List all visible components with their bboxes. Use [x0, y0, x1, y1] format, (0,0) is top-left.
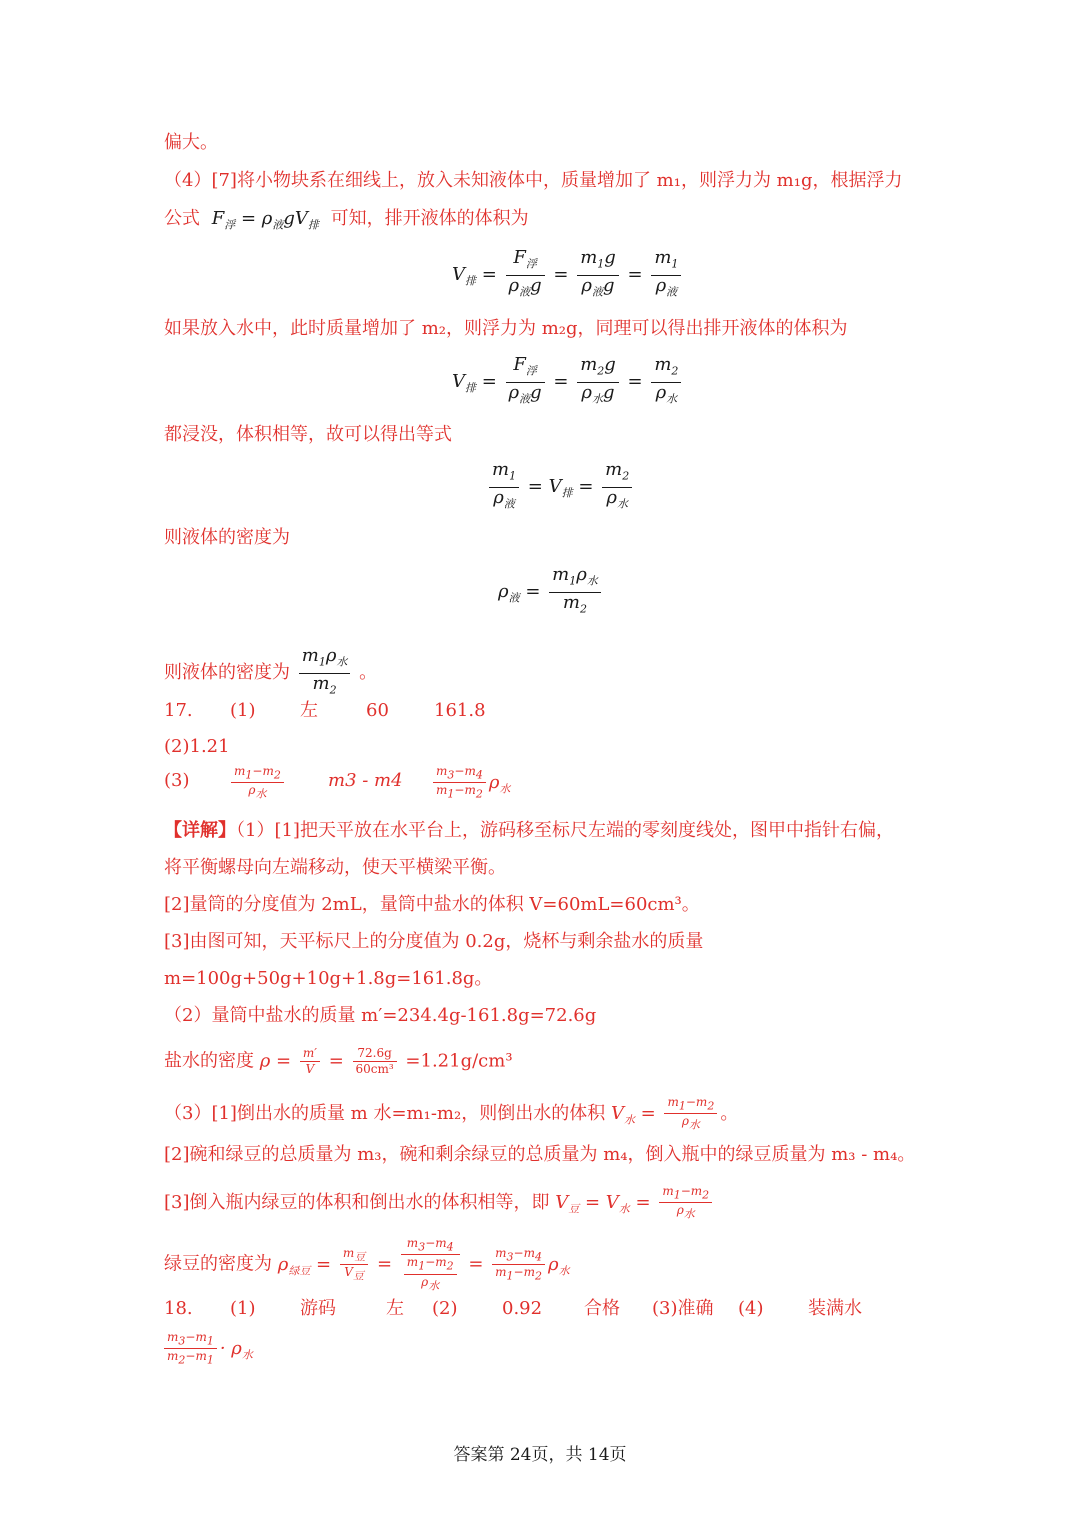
equation-3: $\frac{m_1}{\rho_液}$ = $V_排$ = $\frac{m_2}{\rho_水}$	[486, 460, 635, 514]
text-line: 都浸没，体积相等，故可以得出等式	[164, 424, 452, 445]
detail-line: （2）量筒中盐水的质量 m′=234.4g-161.8g=72.6g	[164, 1005, 597, 1026]
answer: 0.92	[502, 1298, 543, 1319]
answer: 游码	[300, 1298, 336, 1319]
text-line: （4）[7]将小物块系在细线上，放入未知液体中，质量增加了 m₁，则浮力为 m₁g，根据浮力	[164, 170, 903, 191]
detail-line: 绿豆的密度为 $\rho_{绿豆}$ = $\frac{m_豆}{V_豆}$ = $\frac{m_3-m_4}{\frac{m_1-m_2}{\rho_水}}$ = $\frac{m_3-m_4}{m_1-m_2}$ $\rho_水$	[164, 1236, 570, 1293]
detail-tag: 【详解】	[164, 820, 236, 841]
equation-1: $V_排$ = $\frac{F_浮}{\rho_液g}$ = $\frac{m_1g}{\rho_液g}$ = $\frac{m_1}{\rho_液}$	[452, 248, 684, 302]
answer-row-17-3	[164, 764, 511, 801]
part-label: (1)	[230, 700, 256, 721]
detail-line: m=100g+50g+10g+1.8g=161.8g。	[164, 968, 493, 989]
text-line: 则液体的密度为	[164, 527, 290, 548]
question-number: 17.	[164, 700, 193, 721]
part-label: (4)	[738, 1298, 764, 1319]
answer-formula: $\frac{m_3-m_4}{m_1-m_2}$ $\rho_水$	[430, 764, 510, 802]
equation-4: $\rho_液$ = $\frac{m_1\rho_水}{m_2}$	[498, 565, 604, 619]
answer: m3 - m4	[328, 770, 403, 791]
buoyancy-formula: $F_浮 = \rho_液gV_排$	[211, 208, 319, 232]
answer: 左	[386, 1298, 404, 1319]
text-line: 如果放入水中，此时质量增加了 m₂，则浮力为 m₂g，同理可以得出排开液体的体积为	[164, 318, 848, 339]
equation-2: $V_排$ = $\frac{F_浮}{\rho_液g}$ = $\frac{m_2g}{\rho_水g}$ = $\frac{m_2}{\rho_水}$	[452, 355, 684, 409]
detail-line: 盐水的密度 ρ = $\frac{m'}{V}$ = $\frac{72.6g}{\text{60cm³}}$ =1.21g/cm³	[164, 1046, 513, 1076]
detail-line: [2]碗和绿豆的总质量为 m₃，碗和剩余绿豆的总质量为 m₄，倒入瓶中的绿豆质量为 m₃ - m₄。	[164, 1144, 916, 1165]
text-line: 则液体的密度为 $\frac{m_1\rho_水}{m_2}$ 。	[164, 645, 378, 697]
answer-row-18	[164, 1298, 862, 1320]
detail-line: 【详解】（1）[1]把天平放在水平台上，游码移至标尺左端的零刻度线处，图甲中指针右偏，	[164, 820, 894, 841]
page-footer: 答案第 24页，共 14页	[453, 1445, 627, 1465]
answer-formula: $m_1-m_2$ $\rho_水$	[231, 764, 284, 802]
answer: 装满水	[808, 1298, 862, 1319]
detail-line: [3]由图可知，天平标尺上的分度值为 0.2g，烧杯与剩余盐水的质量	[164, 931, 704, 952]
detail-line: 将平衡螺母向左端移动，使天平横梁平衡。	[164, 857, 506, 878]
question-number: 18.	[164, 1298, 193, 1319]
part-label: (3)	[164, 770, 190, 791]
answer-formula-18: $\frac{m_3-m_1}{m_2-m_1}$ · $\rho_水$	[164, 1330, 253, 1368]
detail-line: [2]量筒的分度值为 2mL，量筒中盐水的体积 V=60mL=60cm³。	[164, 894, 700, 915]
answer: 合格	[584, 1298, 620, 1319]
part-label: (2)	[432, 1298, 458, 1319]
answer: (3)准确	[652, 1298, 714, 1319]
part-label: (1)	[230, 1298, 256, 1319]
detail-line: （3）[1]倒出水的质量 m 水=m₁-m₂，则倒出水的体积 $V_水$ = $\frac{m_1-m_2}{\rho_水}$ 。	[164, 1095, 739, 1132]
answer: 60	[366, 700, 389, 721]
answer: 左	[300, 700, 318, 721]
text-line: 公式 $F_浮 = \rho_液gV_排$ 可知，排开液体的体积为	[164, 208, 529, 232]
text-line: 偏大。	[164, 132, 218, 153]
answer-row-17	[164, 700, 486, 722]
detail-line: [3]倒入瓶内绿豆的体积和倒出水的体积相等，即 $V_豆 = V_水$ = $\frac{m_1-m_2}{\rho_水}$	[164, 1184, 715, 1222]
answer-row-17-2: (2)1.21	[164, 736, 230, 757]
answer: 161.8	[434, 700, 486, 721]
